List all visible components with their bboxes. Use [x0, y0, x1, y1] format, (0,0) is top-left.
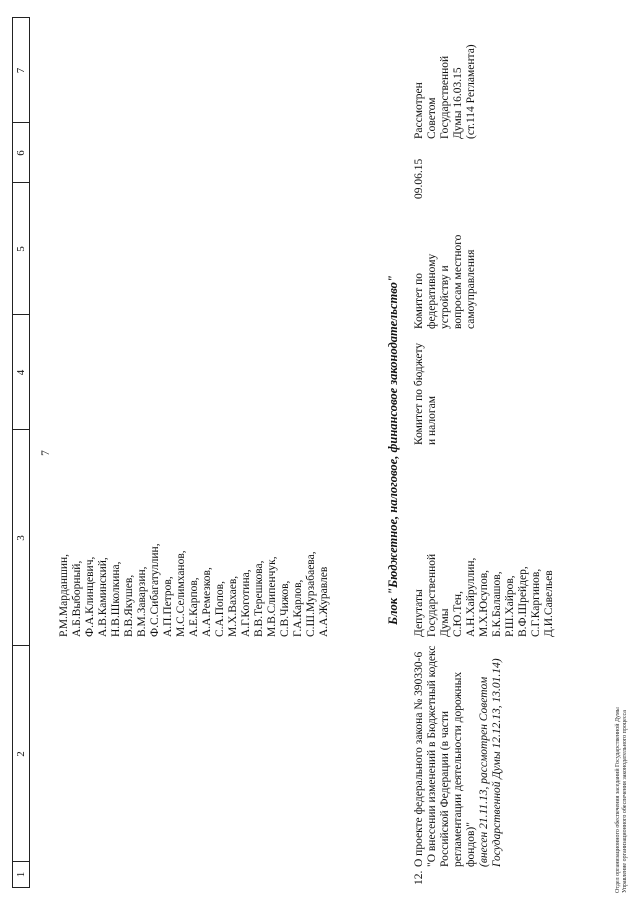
committee-line: Комитет по [413, 273, 425, 329]
committee-line: федеративному [426, 253, 438, 329]
status [413, 17, 478, 139]
name-line: В.М.Заварзин, [136, 566, 148, 637]
bill-title-line: О проекте федерального закона № 390330-6 [413, 651, 425, 867]
initiator-line: Депутаты [413, 589, 425, 637]
name-line: А.Б.Выборный, [71, 560, 83, 637]
committee-line: и налогам [426, 396, 438, 445]
name-line: А.В.Каминский, [97, 557, 109, 637]
status-line: Думы 16.03.15 [452, 67, 464, 139]
initiator-line: Б.К.Балашов, [491, 571, 503, 637]
consideration-date: 09.06.15 [413, 158, 425, 199]
committee-line: вопросам местного [452, 234, 464, 329]
column-number-5: 5 [13, 182, 29, 315]
column-number-7: 7 [15, 67, 27, 74]
column-number-header [12, 17, 30, 888]
initiators [413, 554, 556, 637]
bill-title-line: "О внесении изменений в Бюджетный кодекс [426, 645, 438, 867]
name-line: Ф.А.Клинцевич, [84, 556, 96, 637]
initiator-line: Государственной [426, 553, 438, 637]
name-line: А.А.Ремезков, [201, 567, 213, 637]
initiator-line: М.Х.Юсупов, [478, 569, 490, 637]
status-line: (ст.114 Регламента) [465, 44, 477, 139]
name-line: А.Г.Коготина, [240, 569, 252, 637]
name-line: Р.М.Марданшин, [58, 553, 70, 637]
initiator-line: А.Н.Хайруллин, [465, 557, 477, 637]
name-line: А.П.Петров, [162, 576, 174, 637]
initiator-line: С.Г.Каргинов, [530, 568, 542, 637]
name-line: А.А.Журавлев [318, 566, 330, 637]
name-line: С.А.Попов, [214, 581, 226, 637]
name-line: Г.А.Карлов, [292, 579, 304, 637]
name-line: В.В.Якушев, [123, 574, 135, 637]
column-number-6: 6 [13, 122, 29, 183]
name-line: М.С.Селимханов, [175, 550, 187, 637]
column-number-1: 1 [13, 861, 29, 887]
footer [615, 707, 629, 893]
status-line: Рассмотрен [413, 82, 425, 139]
name-line: М.Х.Вахаев, [227, 575, 239, 637]
column-number-4: 4 [13, 314, 29, 430]
bill-title-line: регламентации деятельности дорожных [452, 671, 464, 867]
name-line: М.В.Слипенчук, [266, 556, 278, 637]
page-number: 7 [40, 450, 52, 456]
name-line: В.В.Терешкова, [253, 560, 265, 637]
committee-line: устройству и [439, 265, 451, 329]
status-line: Государственной [439, 55, 451, 139]
initiator-line: Думы [439, 608, 451, 637]
responsible-committee [413, 335, 439, 445]
committee-line: Комитет по бюджету [413, 342, 425, 445]
name-line: Ф.С.Сибагатуллин, [149, 543, 161, 637]
footer-line: Отдел организационного обеспечения заседаний Государственной Думы [615, 707, 621, 893]
name-line: Н.В.Школкина, [110, 561, 122, 637]
initiator-line: С.Ю.Тен, [452, 591, 464, 637]
column-number-2: 2 [13, 645, 29, 862]
status-line: Советом [426, 97, 438, 139]
previous-row-names [58, 543, 331, 637]
column-number-3: 3 [13, 429, 29, 646]
bill-title-line: Российской Федерации (в части [439, 710, 451, 867]
bill-note-line: (внесен 21.11.13, рассмотрен Советом [478, 676, 490, 867]
bill-note-line: Государственной Думы 12.12.13, 13.01.14) [491, 658, 503, 867]
bill-title-line: фондов)" [465, 822, 477, 867]
initiator-line: Р.Ш.Хайров, [504, 575, 516, 637]
initiator-line: Д.И.Савельев [543, 570, 555, 637]
name-line: А.Е.Карпов, [188, 577, 200, 637]
footer-line: Управление организационного обеспечения законодательного процесса [622, 710, 628, 893]
initiator-line: В.Ф.Шрейдер, [517, 566, 529, 637]
committee-line: самоуправления [465, 249, 477, 329]
name-line: С.В.Чижов, [279, 580, 291, 637]
bill-title [413, 639, 504, 867]
co-executor-committee [413, 203, 478, 329]
row-number: 12. [413, 870, 425, 885]
name-line: С.Ш.Мурзабаева, [305, 551, 317, 637]
block-title: Блок "Бюджетное, налоговое, финансовое законодательство" [386, 275, 400, 625]
